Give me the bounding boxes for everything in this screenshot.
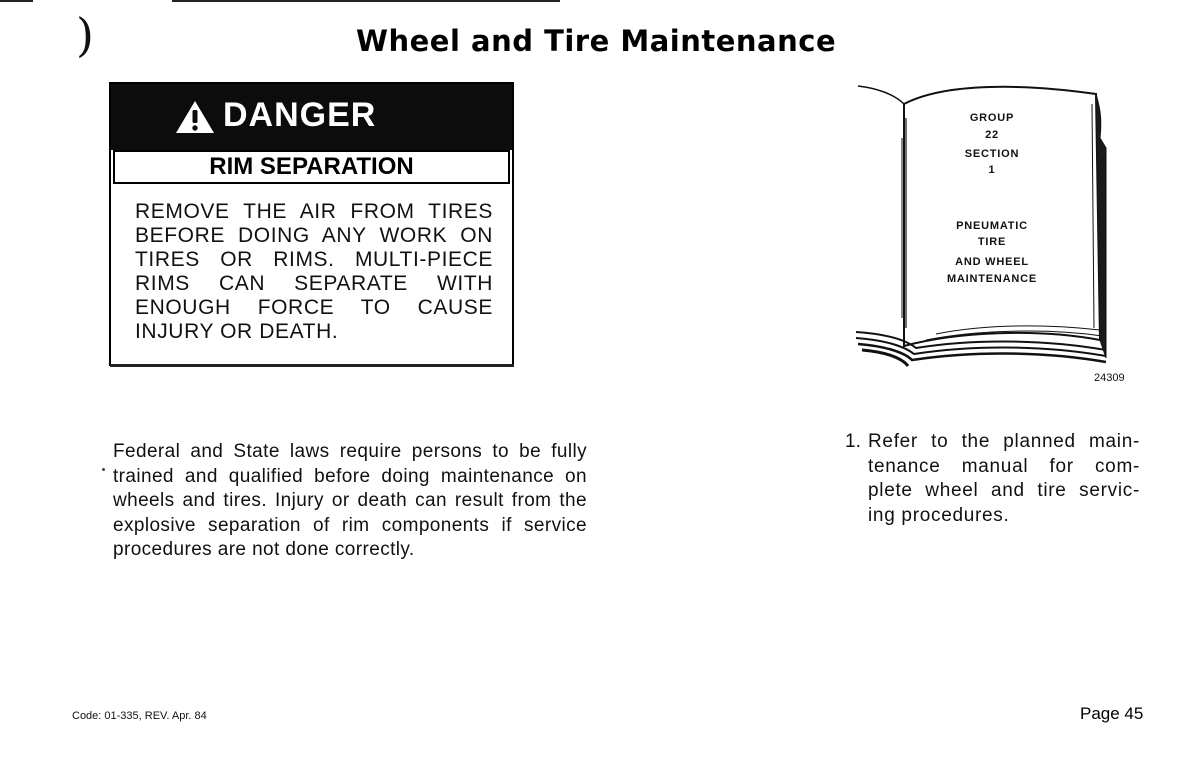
danger-message: REMOVE THE AIR FROM TIRES BEFORE DOING ANY WORK ON TIRES OR RIMS. MULTI-PIECE RIMS CAN SEPARATE WITH ENOUGH FORCE TO CAUSE INJURY OR DEATH. [135, 200, 493, 343]
warning-triangle-icon [175, 100, 215, 134]
hazard-band [113, 150, 510, 184]
danger-label-shadow [110, 364, 514, 367]
manual-title-line: AND WHEEL [955, 256, 1029, 268]
danger-header [111, 84, 512, 150]
step-text: Refer to the planned main- tenance manual for com- plete wheel and tire servic- ing procedures. [868, 431, 1140, 526]
manual-group-number: 22 [985, 129, 999, 141]
manual-section-label: SECTION [964, 148, 1020, 160]
top-rule-left [0, 0, 33, 2]
manual-section-number: 1 [988, 164, 996, 176]
manual-title-line: TIRE [977, 236, 1007, 248]
document-code: Code: 01-335, REV. Apr. 84 [72, 710, 207, 722]
manual-title-line: MAINTENANCE [946, 273, 1038, 285]
margin-mark: ) [76, 8, 94, 62]
manual-group-label: GROUP [969, 112, 1015, 124]
danger-signal-word: DANGER [223, 96, 377, 134]
manual-title-line: PNEUMATIC [956, 220, 1028, 232]
print-speck [102, 468, 105, 471]
step-number: 1. [845, 431, 861, 452]
danger-label [109, 82, 514, 366]
top-rule-center [172, 0, 560, 2]
page-number: Page 45 [1080, 704, 1144, 723]
intro-paragraph: Federal and State laws require persons to be fully trained and qualified before doing maintenance on wheels and tires. Injury or death can result from the explosive separation of rim components if service procedures are not done correctly. [113, 441, 587, 560]
page-title: Wheel and Tire Maintenance [356, 24, 837, 58]
hazard-title: RIM SEPARATION [209, 153, 414, 180]
figure-number: 24309 [1094, 372, 1125, 384]
